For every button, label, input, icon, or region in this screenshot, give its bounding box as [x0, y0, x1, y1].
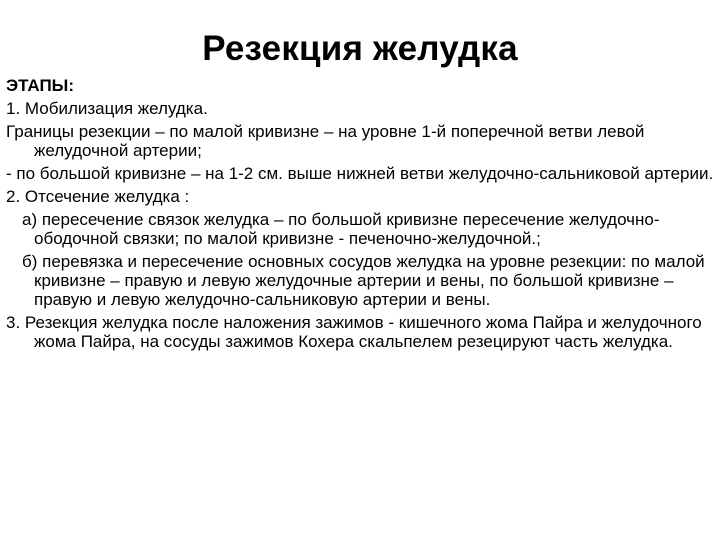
slide-body [6, 76, 716, 355]
stage-2-item-b: б) перевязка и пересечение основных сосудов желудка на уровне резекции: по малой кривизне – правую и левую желудочные артерии и вены, по большой кривизне – правую и левую желудочно-сальниковую артерии и вены. [22, 252, 705, 309]
resection-boundaries-greater-curvature: - по большой кривизне – на 1-2 см. выше нижней ветви желудочно-сальниковой артерии. [6, 164, 714, 183]
stage-2-item-a: а) пересечение связок желудка – по большой кривизне пересечение желудочно-ободочной связки; по малой кривизне - печеночно-желудочной.; [22, 210, 660, 248]
stages-heading: ЭТАПЫ: [6, 76, 74, 95]
stage-3-text: 3. Резекция желудка после наложения зажимов - кишечного жома Пайра и желудочного жома Пайра, на сосуды зажимов Кохера скальпелем резецируют часть желудка. [6, 313, 702, 351]
stage-2-text: 2. Отсечение желудка : [6, 187, 190, 206]
stage-1-text: 1. Мобилизация желудка. [6, 99, 208, 118]
resection-boundaries-lesser-curvature: Границы резекции – по малой кривизне – на уровне 1-й поперечной ветви левой желудочной артерии; [6, 122, 645, 160]
slide-title: Резекция желудка [202, 29, 518, 68]
